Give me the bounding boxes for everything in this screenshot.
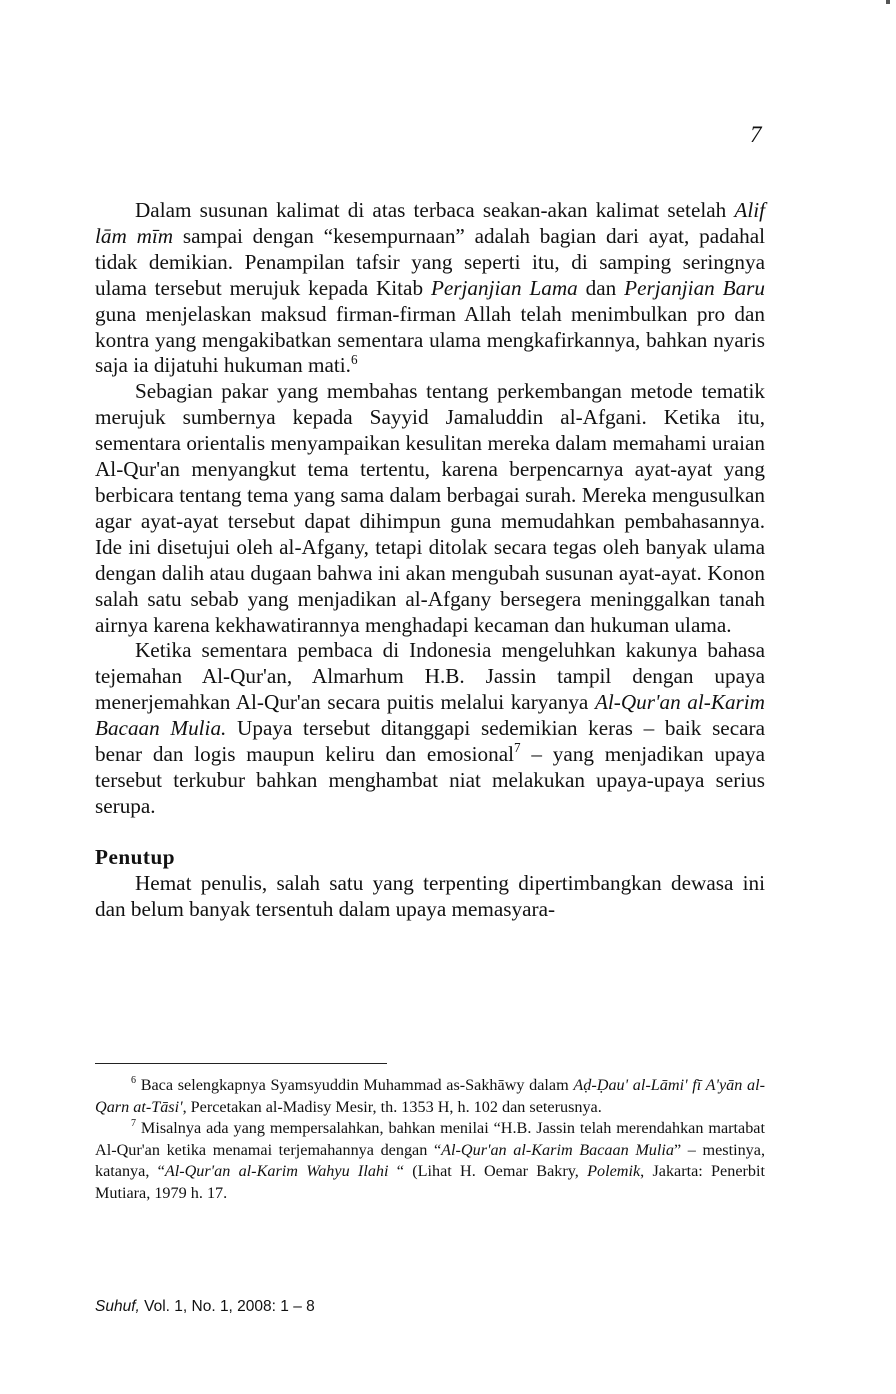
- footnote-marker: 7: [131, 1118, 137, 1130]
- italic-title: Polemik: [587, 1162, 641, 1181]
- page-number: 7: [750, 122, 762, 147]
- footnote-ref-7[interactable]: 7: [514, 740, 521, 756]
- paragraph-text: – yang menjadikan upaya tersebut terkubur bahkan menghambat niat melakukan upaya-upaya serius serupa.: [95, 742, 765, 818]
- paragraph-text: Dalam susunan kalimat di atas terbaca seakan-akan kalimat setelah: [135, 198, 735, 222]
- paragraph-2: [95, 379, 765, 638]
- paragraph-3: [95, 638, 765, 819]
- footnote-ref-6[interactable]: 6: [350, 351, 358, 367]
- paragraph-text: sampai dengan “kesempurnaan” adalah bagian dari ayat, padahal tidak demikian. Penampilan tafsir yang seperti itu, di samping seringnya ulama tersebut merujuk kepada Kitab: [95, 223, 765, 300]
- footnote-7: [95, 1118, 765, 1204]
- italic-title: Al-Qur'an al-Karim Wahyu Ilahi: [164, 1162, 389, 1181]
- footnote-marker: 6: [131, 1075, 137, 1087]
- section-paragraph: [95, 871, 765, 923]
- section-heading: Penutup: [95, 844, 176, 869]
- paragraph-text: dan: [577, 275, 625, 300]
- page-footer: [95, 1298, 315, 1316]
- main-text: [95, 198, 765, 922]
- footnote-text: Baca selengkapnya Syamsyuddin Muhammad as-Sakhāwy dalam: [136, 1076, 574, 1094]
- journal-name: Suhuf,: [95, 1298, 140, 1315]
- footnotes: [95, 1075, 765, 1205]
- footnote-divider: [95, 1063, 387, 1064]
- footnote-text: Misalnya ada yang mempersalahkan, bahkan menilai “H.B. Jassin telah merendahkan martabat Al-Qur'an ketika menamai terjemahannya dengan “: [95, 1119, 765, 1159]
- footnote-text: “ (Lihat H. Oemar Bakry,: [388, 1162, 588, 1181]
- footnote-text: , Percetakan al-Madisy Mesir, th. 1353 H, h. 102 dan seterusnya.: [182, 1097, 602, 1116]
- footnote-text: ” – mestinya, katanya, “: [95, 1140, 765, 1181]
- italic-title: Al-Qur'an al-Karim Bacaan Mulia.: [95, 690, 765, 741]
- italic-title: Al-Qur'an al-Karim Bacaan Mulia: [441, 1140, 674, 1159]
- footnote-6: [95, 1075, 765, 1118]
- paragraph-1: [95, 198, 765, 379]
- footnote-text: , Jakarta: Penerbit Mutiara, 1979 h. 17.: [95, 1162, 765, 1202]
- italic-title: Aḍ-Ḍau' al-Lāmi' fī A'yān al-Qarn at-Tāsi': [95, 1076, 765, 1116]
- italic-term: Perjanjian Lama: [430, 275, 578, 300]
- journal-citation: Vol. 1, No. 1, 2008: 1 – 8: [139, 1298, 315, 1315]
- paragraph-text: Hemat penulis, salah satu yang terpenting dipertimbangkan dewasa ini dan belum banyak tersentuh dalam upaya memasyara-: [95, 870, 765, 921]
- scan-corner-mark: [886, 0, 890, 4]
- italic-term: Alif lām mīm: [95, 198, 765, 248]
- paragraph-text: Ketika sementara pembaca di Indonesia mengeluhkan kakunya bahasa tejemahan Al-Qur'an, Almarhum H.B. Jassin tampil dengan upaya menerjemahkan Al-Qur'an secara puitis melalui karyanya: [95, 638, 765, 715]
- paragraph-text: Sebagian pakar yang membahas tentang perkembangan metode tematik merujuk sumbernya kepada Sayyid Jamaluddin al-Afgani. Ketika itu, sementara orientalis menyampaikan kesulitan mereka dalam memahami uraian Al-Qur'an menyangkut tema tertentu, karena berpencarnya ayat-ayat yang berbicara tentang tema yang sama dalam berbagai surah. Mereka mengusulkan agar ayat-ayat tersebut dapat dihimpun guna memudahkan pembahasannya. Ide ini disetujui oleh al-Afgany, tetapi ditolak secara tegas oleh banyak ulama dengan dalih atau dugaan bahwa ini akan mengubah susunan ayat-ayat. Konon salah satu sebab yang menjadikan al-Afgany bersegera meninggalkan tanah airnya karena kekhawatirannya menghadapi kecaman dan hukuman ulama.: [95, 379, 765, 637]
- paragraph-text: Upaya tersebut ditanggapi sedemikian keras – baik secara benar dan logis maupun keliru dan emosional: [95, 716, 765, 767]
- italic-term: Perjanjian Baru: [624, 275, 766, 300]
- paragraph-text: guna menjelaskan maksud firman-firman Allah telah menimbulkan pro dan kontra yang mengakibatkan sementara ulama mengkafirkannya, bahkan nyaris saja ia dijatuhi hukuman mati.: [95, 301, 765, 378]
